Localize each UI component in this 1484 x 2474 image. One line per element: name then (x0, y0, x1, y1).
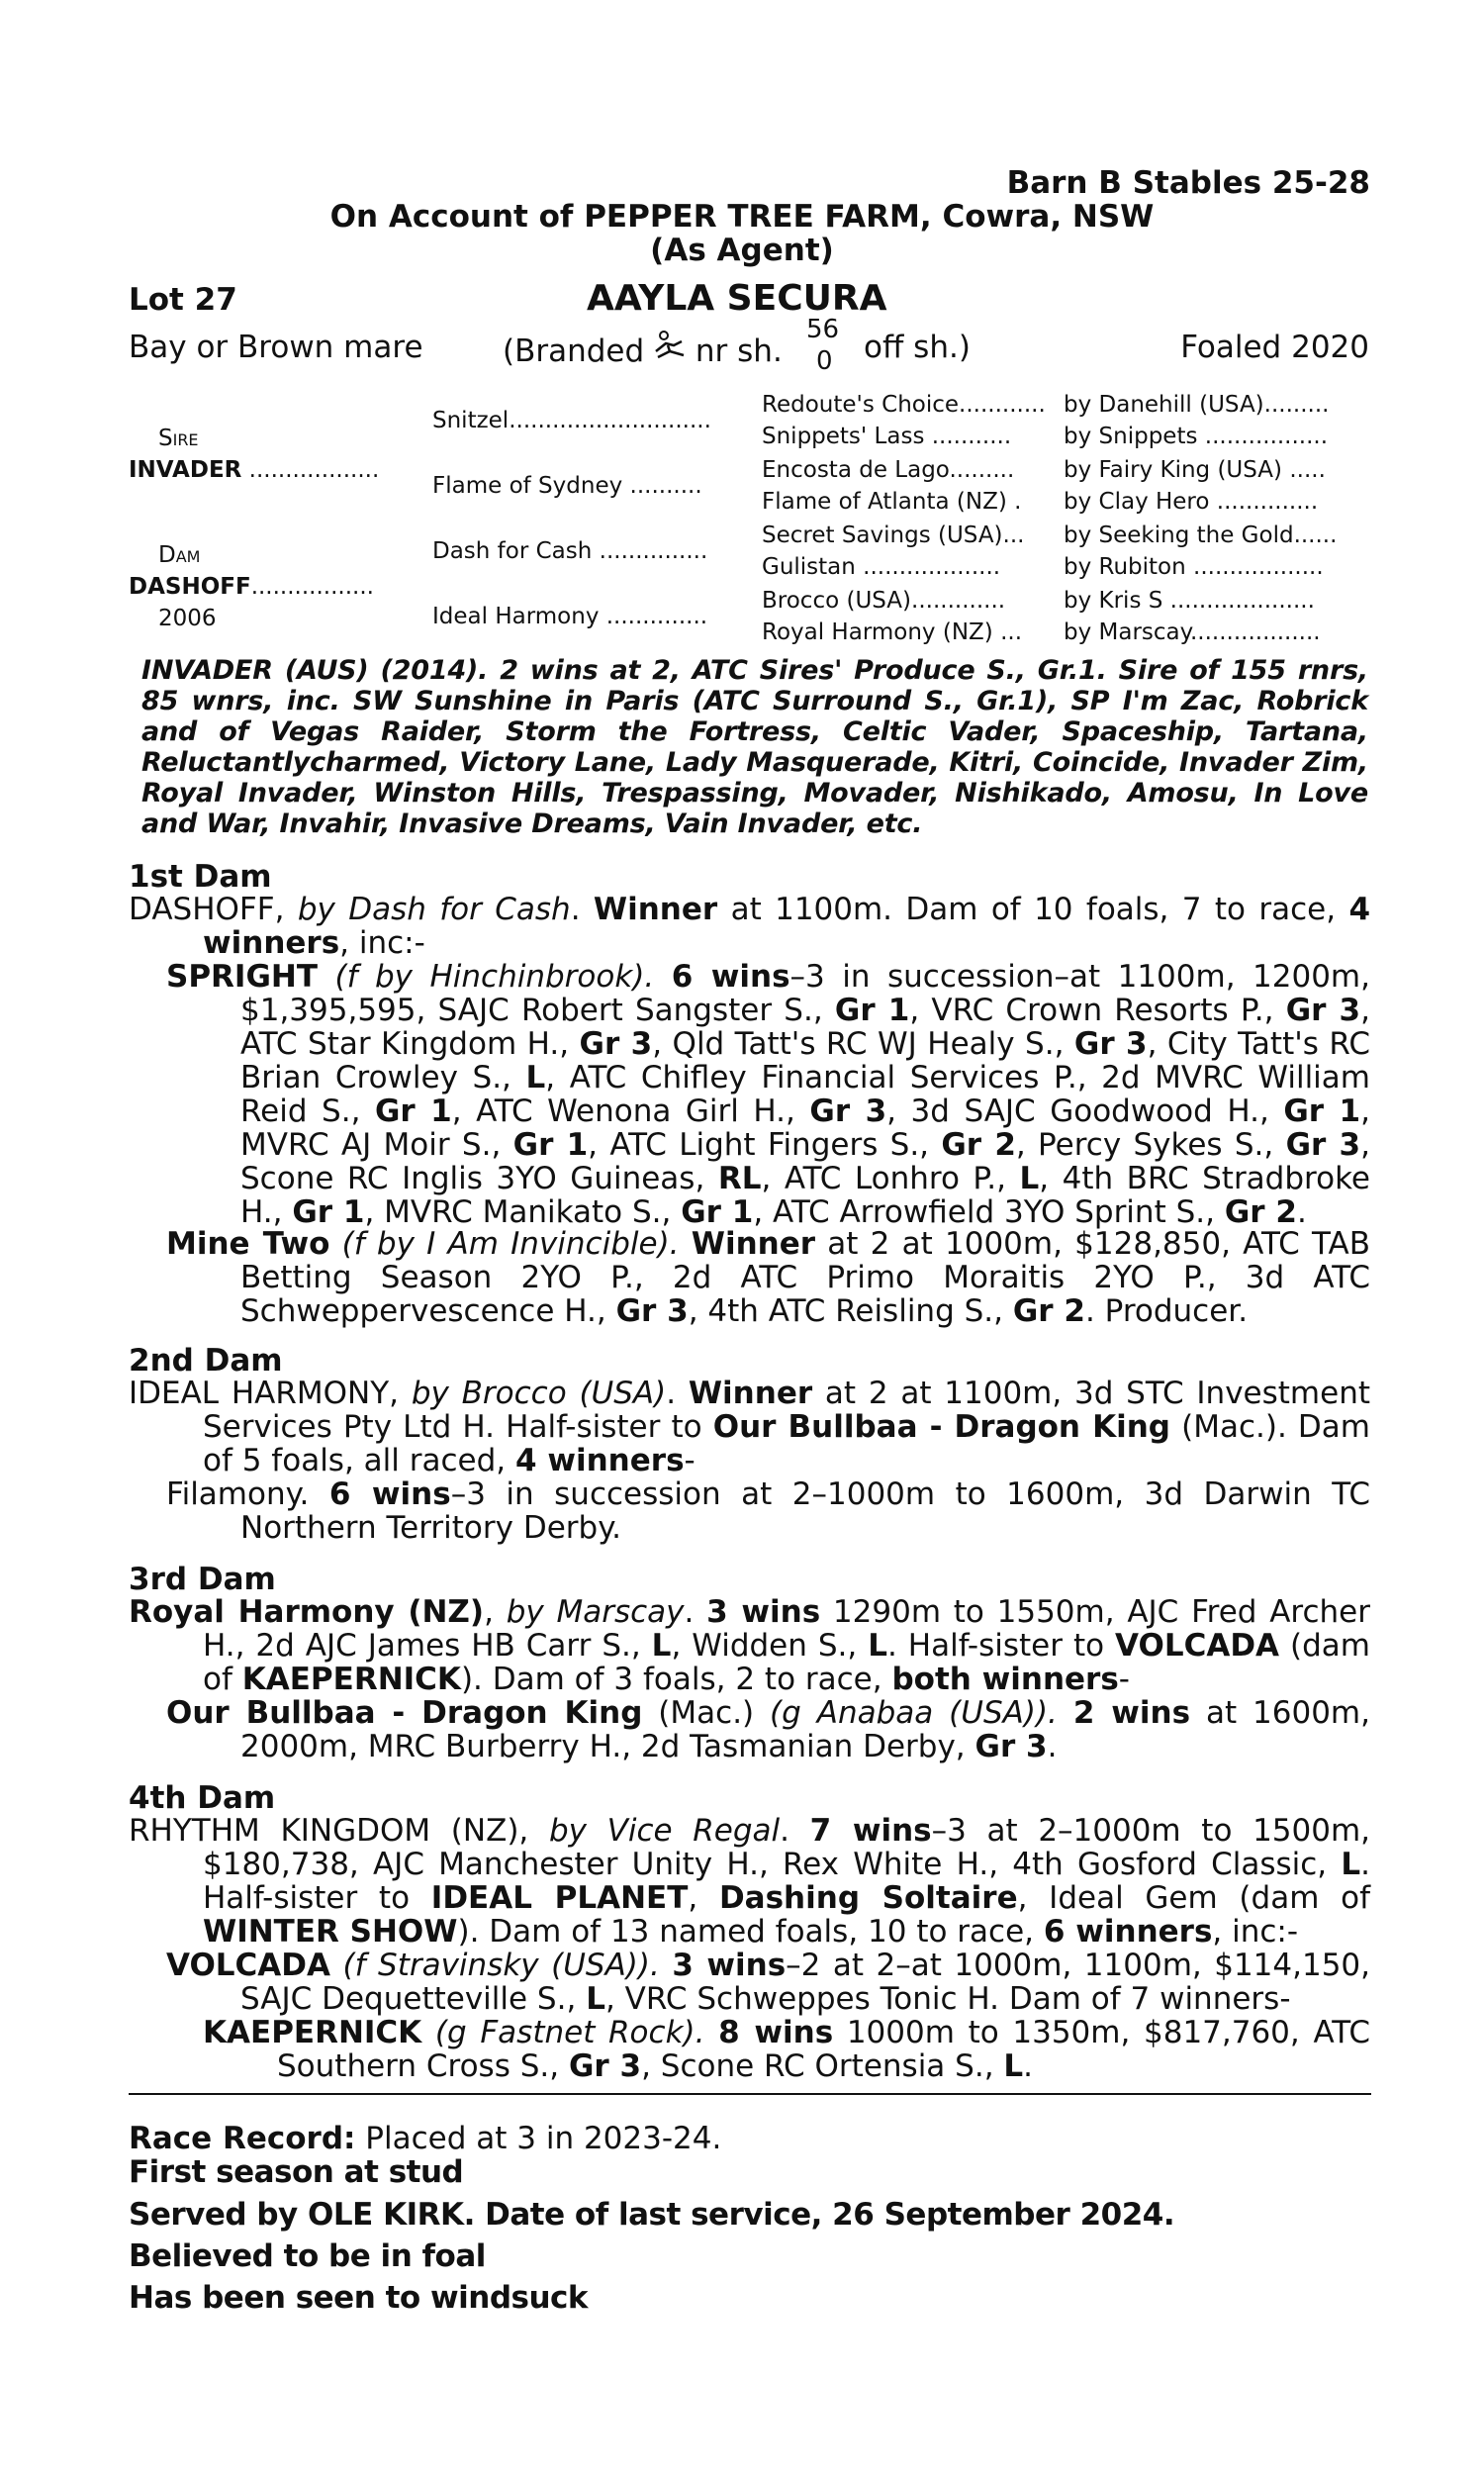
gen2-name: Dash for Cash ............... (432, 538, 708, 564)
brand-info (503, 330, 783, 369)
second-dam-progeny-1: Filamony. 6 wins–3 in succession at 2–1000m to 1600m, 3d Darwin TC Northern Territory Derby. (166, 1476, 1370, 1546)
gen3-name: Royal Harmony (NZ) ... (762, 619, 1023, 645)
gen3-sire: by Snippets ................. (1064, 424, 1329, 449)
third-dam-progeny-1: Our Bullbaa - Dragon King (Mac.) (g Anabaa (USA)). 2 wins at 1600m, 2000m, MRC Burberry H., 2d Tasmanian Derby, Gr 3. (166, 1695, 1370, 1764)
gen3-name: Secret Savings (USA)... (762, 523, 1025, 548)
third-dam-para: Royal Harmony (NZ), by Marscay. 3 wins 1290m to 1550m, AJC Fred Archer H., 2d AJC James HB Carr S., L, Widden S., L. Half-sister to VOLCADA (dam of KAEPERNICK). Dam of 3 foals, 2 to race, both winners- (129, 1594, 1370, 1697)
off-shoulder: off sh.) (864, 330, 971, 365)
brand-prefix: (Branded (503, 333, 645, 369)
fourth-dam-heading: 4th Dam (129, 1780, 276, 1816)
gen3-sire: by Kris S .................... (1064, 588, 1315, 614)
horse-description: Bay or Brown mare (129, 330, 423, 365)
near-shoulder: nr sh. (695, 333, 783, 369)
gen2-name: Flame of Sydney .......... (432, 473, 702, 499)
fourth-dam-para: RHYTHM KINGDOM (NZ), by Vice Regal. 7 wins–3 at 2–1000m to 1500m, $180,738, AJC Manchester Unity H., Rex White H., 4th Gosford Classic, L. Half-sister to IDEAL PLANET, Dashing Soltaire, Ideal Gem (dam of WINTER SHOW). Dam of 13 named foals, 10 to race, 6 winners, inc:- (129, 1813, 1371, 1950)
gen3-sire: by Danehill (USA)......... (1064, 392, 1330, 418)
service-note: Served by OLE KIRK. Date of last service, 26 September 2024. (129, 2197, 1175, 2233)
vendor-agent: (As Agent) (650, 233, 834, 268)
brand-number-bottom: 0 (816, 346, 833, 376)
gen3-name: Flame of Atlanta (NZ) . (762, 489, 1022, 515)
fourth-dam-progeny-2: KAEPERNICK (g Fastnet Rock). 8 wins 1000m to 1350m, $817,760, ATC Southern Cross S., Gr 3, Scone RC Ortensia S., L. (203, 2015, 1371, 2084)
first-season-note: First season at stud (129, 2154, 464, 2190)
second-dam-heading: 2nd Dam (129, 1343, 283, 1379)
gen3-name: Redoute's Choice............ (762, 392, 1046, 418)
section-divider (129, 2093, 1371, 2095)
dam-foaled-year: 2006 (158, 606, 217, 631)
gen2-name: Ideal Harmony .............. (432, 604, 708, 629)
gen3-name: Brocco (USA)............. (762, 588, 1006, 614)
windsuck-note: Has been seen to windsuck (129, 2280, 589, 2316)
first-dam-progeny-1: SPRIGHT (f by Hinchinbrook). 6 wins–3 in succession–at 1100m, 1200m, $1,395,595, SAJC Robert Sangster S., Gr 1, VRC Crown Resorts P., Gr 3, ATC Star Kingdom H., Gr 3, Qld Tatt's RC WJ Healy S., Gr 3, City Tatt's RC Brian Crowley S., L, ATC Chifley Financial Services P., 2d MVRC William Reid S., Gr 1, ATC Wenona Girl H., Gr 3, 3d SAJC Goodwood H., Gr 1, MVRC AJ Moir S., Gr 1, ATC Light Fingers S., Gr 2, Percy Sykes S., Gr 3, Scone RC Inglis 3YO Guineas, RL, ATC Lonhro P., L, 4th BRC Stradbroke H., Gr 1, MVRC Manikato S., Gr 1, ATC Arrowfield 3YO Sprint S., Gr 2. (166, 959, 1370, 1230)
vendor-account: On Account of PEPPER TREE FARM, Cowra, NSW (329, 199, 1155, 235)
gen3-sire: by Marscay.................. (1064, 619, 1321, 645)
lot-number: Lot 27 (129, 282, 237, 318)
race-record: Race Record: Placed at 3 in 2023-24. (129, 2121, 722, 2156)
gen3-name: Gulistan ................... (762, 554, 1001, 580)
gen3-sire: by Clay Hero .............. (1064, 489, 1319, 515)
first-dam-heading: 1st Dam (129, 859, 272, 895)
dam-name: DASHOFF................. (129, 574, 374, 600)
gen3-sire: by Fairy King (USA) ..... (1064, 457, 1326, 483)
sire-description: INVADER (AUS) (2014). 2 wins at 2, ATC Sires' Produce S., Gr.1. Sire of 155 rnrs, 85 wnrs, inc. SW Sunshine in Paris (ATC Surround S., Gr.1), SP I'm Zac, Robrick and of Vegas Raider, Storm the Fortress, Celtic Vader, Spaceship, Tartana, Reluctantlycharmed, Victory Lane, Lady Masquerade, Kitri, Coincide, Invader Zim, Royal Invader, Winston Hills, Trespassing, Movader, Nishikado, Amosu, In Love and War, Invahir, Invasive Dreams, Vain Invader, etc. (141, 655, 1368, 839)
gen3-sire: by Rubiton .................. (1064, 554, 1324, 580)
gen3-name: Encosta de Lago......... (762, 457, 1015, 483)
third-dam-heading: 3rd Dam (129, 1562, 276, 1597)
horse-name: AAYLA SECURA (587, 278, 887, 319)
foaled-year: Foaled 2020 (1180, 330, 1369, 365)
in-foal-note: Believed to be in foal (129, 2238, 486, 2274)
sire-label: Sire (158, 426, 199, 451)
first-dam-para: DASHOFF, by Dash for Cash. Winner at 1100m. Dam of 10 foals, 7 to race, 4 winners, inc:- (129, 892, 1371, 961)
gen3-name: Snippets' Lass ........... (762, 424, 1012, 449)
first-dam-progeny-2: Mine Two (f by I Am Invincible). Winner at 2 at 1000m, $128,850, ATC TAB Betting Season 2YO P., 2d ATC Primo Moraitis 2YO P., 3d ATC Schweppervescence H., Gr 3, 4th ATC Reisling S., Gr 2. Producer. (166, 1226, 1370, 1329)
dam-label: Dam (158, 542, 201, 568)
gen2-name: Snitzel............................ (432, 408, 711, 433)
second-dam-para: IDEAL HARMONY, by Brocco (USA). Winner at 2 at 1100m, 3d STC Investment Services Pty Ltd H. Half-sister to Our Bullbaa - Dragon King (Mac.). Dam of 5 foals, all raced, 4 winners- (129, 1376, 1370, 1478)
fourth-dam-progeny-1: VOLCADA (f Stravinsky (USA)). 3 wins–2 at 2–at 1000m, 1100m, $114,150, SAJC Dequetteville S., L, VRC Schweppes Tonic H. Dam of 7 winners- (166, 1948, 1371, 2017)
brand-number-top: 56 (806, 315, 840, 344)
horse-brand-icon (654, 330, 686, 365)
barn-location: Barn B Stables 25-28 (1006, 165, 1370, 201)
sire-name: INVADER .................. (129, 457, 380, 483)
gen3-sire: by Seeking the Gold...... (1064, 523, 1338, 548)
